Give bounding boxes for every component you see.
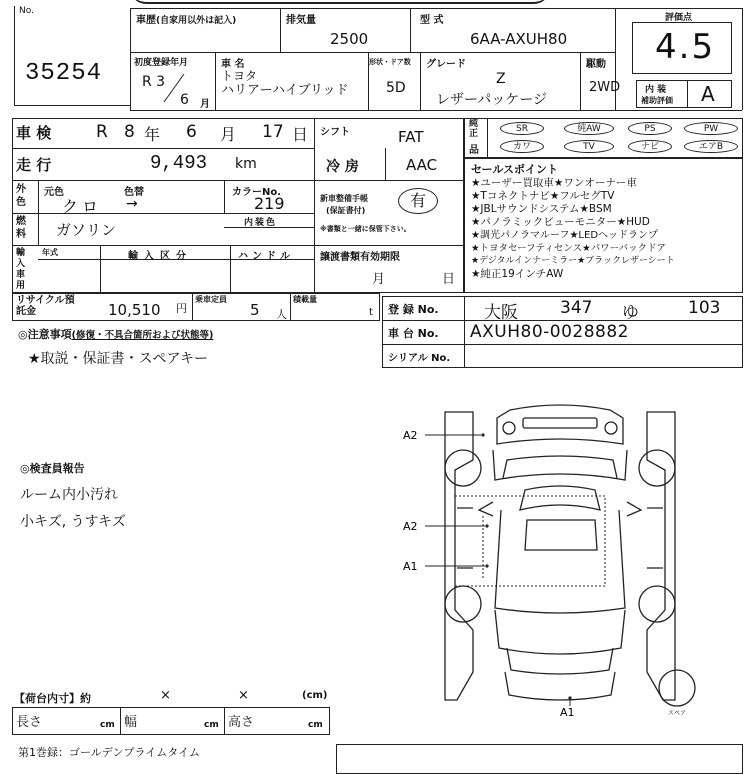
cargo-length-cm: cm <box>100 720 115 730</box>
displacement-value: 2500 <box>330 30 369 48</box>
fuel-value: ガソリン <box>56 221 117 239</box>
equip-airbag: エアB <box>684 140 738 153</box>
mark-a2-front: A2 <box>403 429 418 442</box>
recycle-label: リサイクル預託金 <box>16 295 75 317</box>
maker: トヨタ <box>221 69 258 83</box>
car-name: ハリアーハイブリッド <box>221 83 349 98</box>
shift-label: シフト <box>320 127 350 138</box>
interior-value: A <box>701 82 715 106</box>
transfer-month-unit: 月 <box>372 272 386 287</box>
grade-line1: Z <box>496 71 506 87</box>
cargo-width-label: 幅 <box>124 715 138 730</box>
sales-point-7: ★デジタルインナーミラー★ブラックレザーシート <box>471 256 675 266</box>
inspection-day: 17 <box>262 122 284 142</box>
mark-a1-side: A1 <box>403 560 418 573</box>
transfer-label: 譲渡書類有効期限 <box>320 252 400 263</box>
sales-point-5: ★調光パノラマルーフ★LEDヘッドランプ <box>471 230 659 241</box>
sales-points-title: セールスポイント <box>471 163 559 176</box>
equipment-label-bottom: 品 <box>469 145 479 156</box>
cargo-title: 【荷台内寸】約 <box>14 692 91 705</box>
inspection-label: 車 検 <box>16 124 52 142</box>
sales-point-6: ★トヨタセーフティセンス★パワーバックドア <box>471 243 666 254</box>
grade-line2: レザーパッケージ <box>436 92 548 108</box>
corner-mark: No. <box>19 6 34 16</box>
inspection-day-unit: 日 <box>292 125 309 144</box>
color-label: 元色 <box>44 187 64 198</box>
drive-value: 2WD <box>589 80 621 95</box>
ac-value: AAC <box>406 156 438 174</box>
color-value: クロ <box>62 197 103 216</box>
inspector-line-1: ルーム内小汚れ <box>20 487 118 503</box>
mileage-label: 走 行 <box>16 156 52 174</box>
sales-points-box <box>464 158 743 293</box>
recycle-value: 10,510 <box>108 301 161 319</box>
notes-text: ★取説・保証書・スペアキー <box>28 351 208 367</box>
first-reg-month-unit: 月 <box>200 99 210 110</box>
bottom-cut-row <box>12 743 332 762</box>
inspection-month: 6 <box>186 122 197 142</box>
equip-tv: TV <box>564 140 614 153</box>
car-name-label: 車 名 <box>221 59 245 70</box>
chassis-value: AXUH80-0028882 <box>470 322 629 342</box>
mileage-unit: km <box>235 156 257 172</box>
fuel-label: 燃料 <box>16 216 26 240</box>
mark-a2-side: A2 <box>403 520 418 533</box>
reg-class: 347 <box>560 298 593 318</box>
interior-box <box>636 80 732 108</box>
manual-label: 新車整備手帳 <box>320 194 368 203</box>
doors-label: 形状・ドア数 <box>369 58 411 66</box>
shift-value: FAT <box>398 128 424 146</box>
inspection-year: 8 <box>124 122 135 142</box>
lot-number: 35254 <box>25 60 103 87</box>
sales-point-4: ★パノラミックビューモニター★HUD <box>471 216 650 228</box>
cargo-width-cm: cm <box>204 720 219 730</box>
color-arrow: → <box>126 196 138 212</box>
sales-point-8: ★純正19インチAW <box>471 268 564 280</box>
first-reg-month: 6 <box>180 92 189 108</box>
capacity-label: 乗車定員 <box>195 295 227 304</box>
recycle-unit: 円 <box>176 302 187 315</box>
lot-box <box>14 6 130 106</box>
cargo-unit: (cm) <box>302 690 328 701</box>
cargo-row <box>12 707 330 735</box>
first-reg-label: 初度登録年月 <box>134 58 189 68</box>
equip-navi: ナビ <box>628 140 672 153</box>
model-value: 6AA-AXUH80 <box>470 30 568 48</box>
rating-label: 評価点 <box>665 13 693 23</box>
import-label: 輸入車用 <box>16 248 26 291</box>
mileage-value: 9,493 <box>150 152 208 174</box>
grade-label: グレード <box>426 59 466 70</box>
displacement-label: 排気量 <box>286 15 316 26</box>
interior-sub: 補助評価 <box>641 96 673 105</box>
color-no-value: 219 <box>254 194 285 213</box>
reg-label: 登 録 No. <box>388 303 439 316</box>
bottom-cut-box <box>336 744 743 774</box>
import-col: 輸入区分 <box>128 251 192 262</box>
inspection-year-unit: 年 <box>144 125 161 144</box>
equipment-label-top: 純正 <box>469 119 479 139</box>
equip-ps: PS <box>628 122 672 135</box>
reg-area: 大阪 <box>484 303 518 323</box>
equip-pw: PW <box>684 122 738 135</box>
equip-leather: カワ <box>500 140 544 153</box>
doors-value: 5D <box>386 80 406 96</box>
spare-label: スペア <box>668 710 687 717</box>
equip-sr: SR <box>500 122 544 135</box>
year-col: 年式 <box>42 248 58 257</box>
sales-points-list <box>471 177 741 281</box>
inspector-line-2: 小キズ, うすキズ <box>20 514 126 530</box>
car-damage-diagram <box>395 400 725 730</box>
capacity-unit: 人 <box>276 308 287 321</box>
bottom-cut-text: 第1巻録：ゴールデンプライムタイム <box>18 746 201 759</box>
cargo-length-label: 長さ <box>16 715 43 730</box>
interior-color-label: 内装色 <box>244 218 278 228</box>
inspector-title: ◎検査員報告 <box>20 462 85 475</box>
rating-value: 4.5 <box>655 27 716 67</box>
interior-label: 内 装 <box>645 85 667 95</box>
rating-box <box>632 22 732 74</box>
first-reg-year: R 3 <box>142 74 166 90</box>
color-outer-label: 外色 <box>16 184 26 208</box>
color-no-label: カラーNo. <box>232 187 282 198</box>
manual-circle <box>398 188 438 214</box>
manual-sub: (保証書付) <box>326 206 366 215</box>
serial-label: シリアル No. <box>388 353 451 364</box>
handle-col: ハンドル <box>238 251 294 262</box>
notes-title: ◎注意事項(修復・不具合箇所および状態等) <box>18 328 214 341</box>
sales-point-2: ★Tコネクトナビ★フルセグTV <box>471 190 615 202</box>
drive-label: 駆動 <box>586 59 606 70</box>
inspection-month-unit: 月 <box>220 125 237 144</box>
equip-aw: 純AW <box>564 122 614 135</box>
load-unit: t <box>369 307 373 318</box>
reg-num: 103 <box>688 298 721 318</box>
mark-a1-rear: A1 <box>560 706 575 719</box>
load-label: 積載量 <box>293 295 317 304</box>
transfer-day-unit: 日 <box>442 272 456 287</box>
manual-value: 有 <box>409 191 426 210</box>
capacity-value: 5 <box>250 301 260 319</box>
cargo-x2: × <box>238 688 249 703</box>
cargo-x1: × <box>160 688 171 703</box>
color-change-label: 色替 <box>124 187 144 198</box>
sales-point-3: ★JBLサウンドシステム★BSM <box>471 203 612 215</box>
sales-point-1: ★ユーザー買取車★ワンオーナー車 <box>471 177 637 189</box>
manual-note: ※書類と一緒に保管下さい。 <box>320 225 411 233</box>
cargo-height-label: 高さ <box>228 715 255 730</box>
cargo-height-cm: cm <box>308 720 323 730</box>
ac-label: 冷 房 <box>326 159 359 175</box>
model-label: 型 式 <box>420 15 444 26</box>
inspection-era: R <box>96 122 108 142</box>
category-label: 車歴(自家用以外は記入) <box>136 15 237 26</box>
chassis-label: 車 台 No. <box>388 327 439 340</box>
reg-kana: ゆ <box>622 303 639 323</box>
